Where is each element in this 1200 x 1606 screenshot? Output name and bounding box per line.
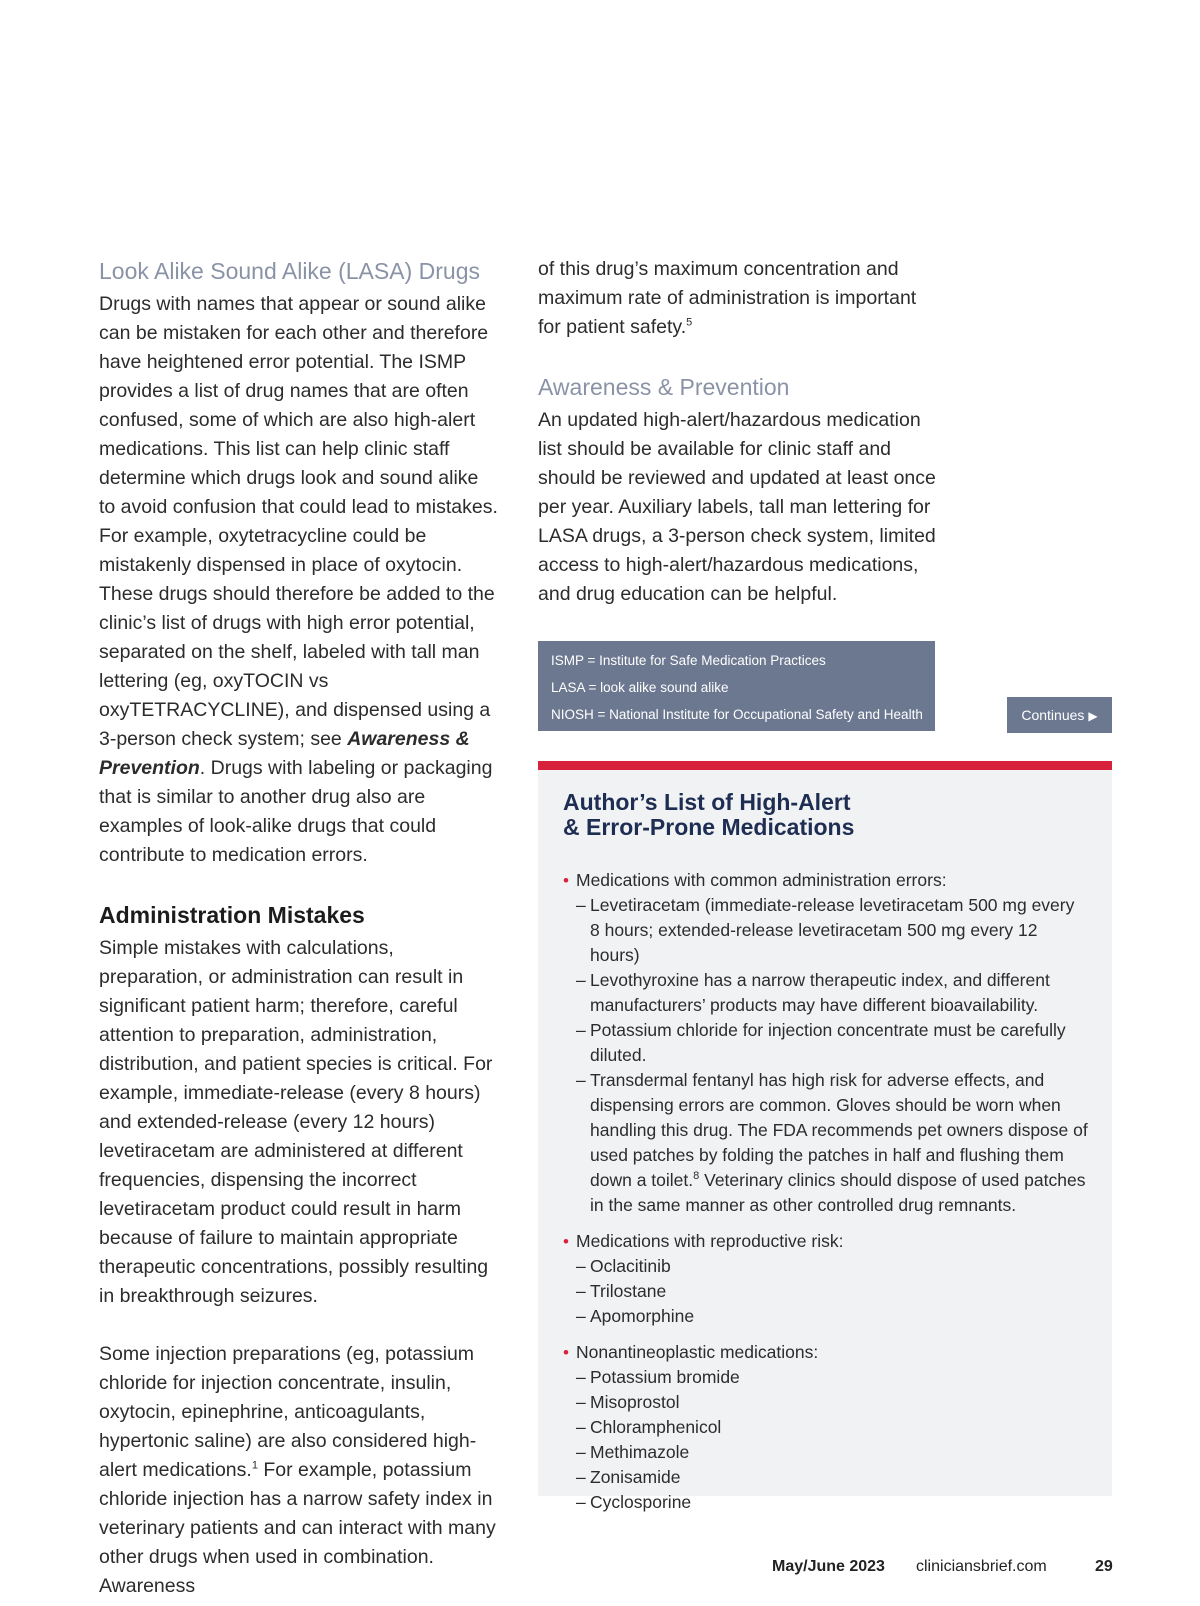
list-item: – Levetiracetam (immediate-release levetiracetam 500 mg every 8 hours; extended-release levetiracetam 500 mg every 12 hours) — [576, 895, 1075, 965]
continues-label: Continues — [1021, 707, 1085, 723]
awareness-prevention-ref: Awareness & Prevention — [99, 728, 470, 779]
list-group — [563, 1229, 1088, 1329]
continues-button[interactable] — [1007, 697, 1112, 733]
list-item: – Apomorphine — [576, 1306, 695, 1326]
site-link[interactable]: cliniciansbrief.com — [916, 1558, 1047, 1575]
bullet-icon: • — [563, 1343, 569, 1362]
list-item: – Chloramphenicol — [576, 1417, 722, 1437]
list-bullet: • Nonantineoplastic medications: — [563, 1340, 1088, 1365]
abbreviation-item: NIOSH = National Institute for Occupational Safety and Health — [551, 707, 923, 722]
list-group — [563, 1340, 1088, 1515]
administration-heading: Administration Mistakes — [99, 902, 365, 928]
list-item: – Methimazole — [576, 1442, 690, 1462]
list-item: – Cyclosporine — [576, 1492, 692, 1512]
administration-paragraph-2: Some injection preparations (eg, potassium chloride for injection concentrate, insulin, oxytocin, epinephrine, anticoagulants, hypertonic saline) are also considered high-alert medications.$^1$ For example, potassium chloride injection has a narrow safety index in veterinary patients and can interact with many other drugs when used in combination. Awareness — [99, 1343, 496, 1597]
page-number: 29 — [1095, 1558, 1113, 1575]
lasa-heading: Look Alike Sound Alike (LASA) Drugs — [99, 258, 480, 284]
list-item: – Potassium chloride for injection concentrate must be carefully diluted. — [576, 1020, 1066, 1065]
awareness-paragraph: An updated high-alert/hazardous medication list should be available for clinic staff and should be reviewed and updated at least once per year. Auxiliary labels, tall man lettering for LASA drugs, a 3-person check system, limited access to high-alert/hazardous medications, and drug education can be helpful. — [538, 409, 936, 605]
footnote-ref: 5 — [686, 316, 693, 329]
list-item: – Misoprostol — [576, 1392, 680, 1412]
abbreviations-box — [538, 641, 935, 731]
list-bullet: • Medications with reproductive risk: — [563, 1229, 1088, 1254]
sidebar-accent-bar — [538, 761, 1112, 770]
awareness-heading: Awareness & Prevention — [538, 374, 790, 400]
high-alert-sidebar — [538, 770, 1112, 1512]
administration-paragraph-1: Simple mistakes with calculations, preparation, or administration can result in significant patient harm; therefore, careful attention to preparation, administration, distribution, and patient species is critical. For example, immediate-release (every 8 hours) and extended-release (every 12 hours) levetiracetam are administered at different frequencies, dispensing the incorrect levetiracetam product could result in harm because of failure to maintain appropriate therapeutic concentrations, possibly resulting in breakthrough seizures. — [99, 937, 493, 1307]
bullet-icon: • — [563, 1232, 569, 1251]
left-column — [99, 255, 499, 1601]
abbreviation-item: ISMP = Institute for Safe Medication Practices — [551, 653, 826, 668]
list-item: – Oclacitinib — [576, 1256, 671, 1276]
continued-paragraph: of this drug’s maximum concentration and maximum rate of administration is important for patient safety.$^5$ — [538, 258, 917, 338]
issue-date: May/June 2023 — [772, 1558, 885, 1575]
list-bullet: • Medications with common administration errors: — [563, 868, 1088, 893]
list-item: – Zonisamide — [576, 1467, 681, 1487]
list-item: – Trilostane — [576, 1281, 667, 1301]
list-group — [563, 868, 1088, 1218]
list-item: – Levothyroxine has a narrow therapeutic index, and different manufacturers’ products may have different bioavailability. — [576, 970, 1050, 1015]
footnote-ref: 8 — [693, 1170, 700, 1183]
sidebar-title: Author’s List of High-Alert & Error-Prone Medications — [563, 789, 855, 840]
lasa-paragraph: Drugs with names that appear or sound alike can be mistaken for each other and therefore have heightened error potential. The ISMP provides a list of drug names that are often confused, some of which are also high-alert medications. This list can help clinic staff determine which drugs look and sound alike to avoid confusion that could lead to mistakes. For example, oxytetracycline could be mistakenly dispensed in place of oxytocin. These drugs should therefore be added to the clinic’s list of drugs with high error potential, separated on the shelf, labeled with tall man lettering (eg, oxyTOCIN vs oxyTETRACYCLINE), and dispensed using a 3-person check system; see Awareness & Prevention. Drugs with labeling or packaging that is similar to another drug also are examples of look-alike drugs that could contribute to medication errors. — [99, 293, 498, 866]
bullet-icon: • — [563, 871, 569, 890]
list-item: – Potassium bromide — [576, 1367, 740, 1387]
abbreviation-item: LASA = look alike sound alike — [551, 680, 729, 695]
play-arrow-icon: ▶ — [1088, 709, 1098, 723]
list-item: – Transdermal fentanyl has high risk for adverse effects, and dispensing errors are common. Gloves should be worn when handling this drug. The FDA recommends pet owners dispose of used patches by folding the patches in half and flushing them down a toilet.$^8$ Veterinary clinics should dispose of used patches in the same manner as other controlled drug remnants. — [576, 1070, 1088, 1215]
footnote-ref: 1 — [251, 1459, 258, 1472]
right-column — [538, 255, 938, 609]
